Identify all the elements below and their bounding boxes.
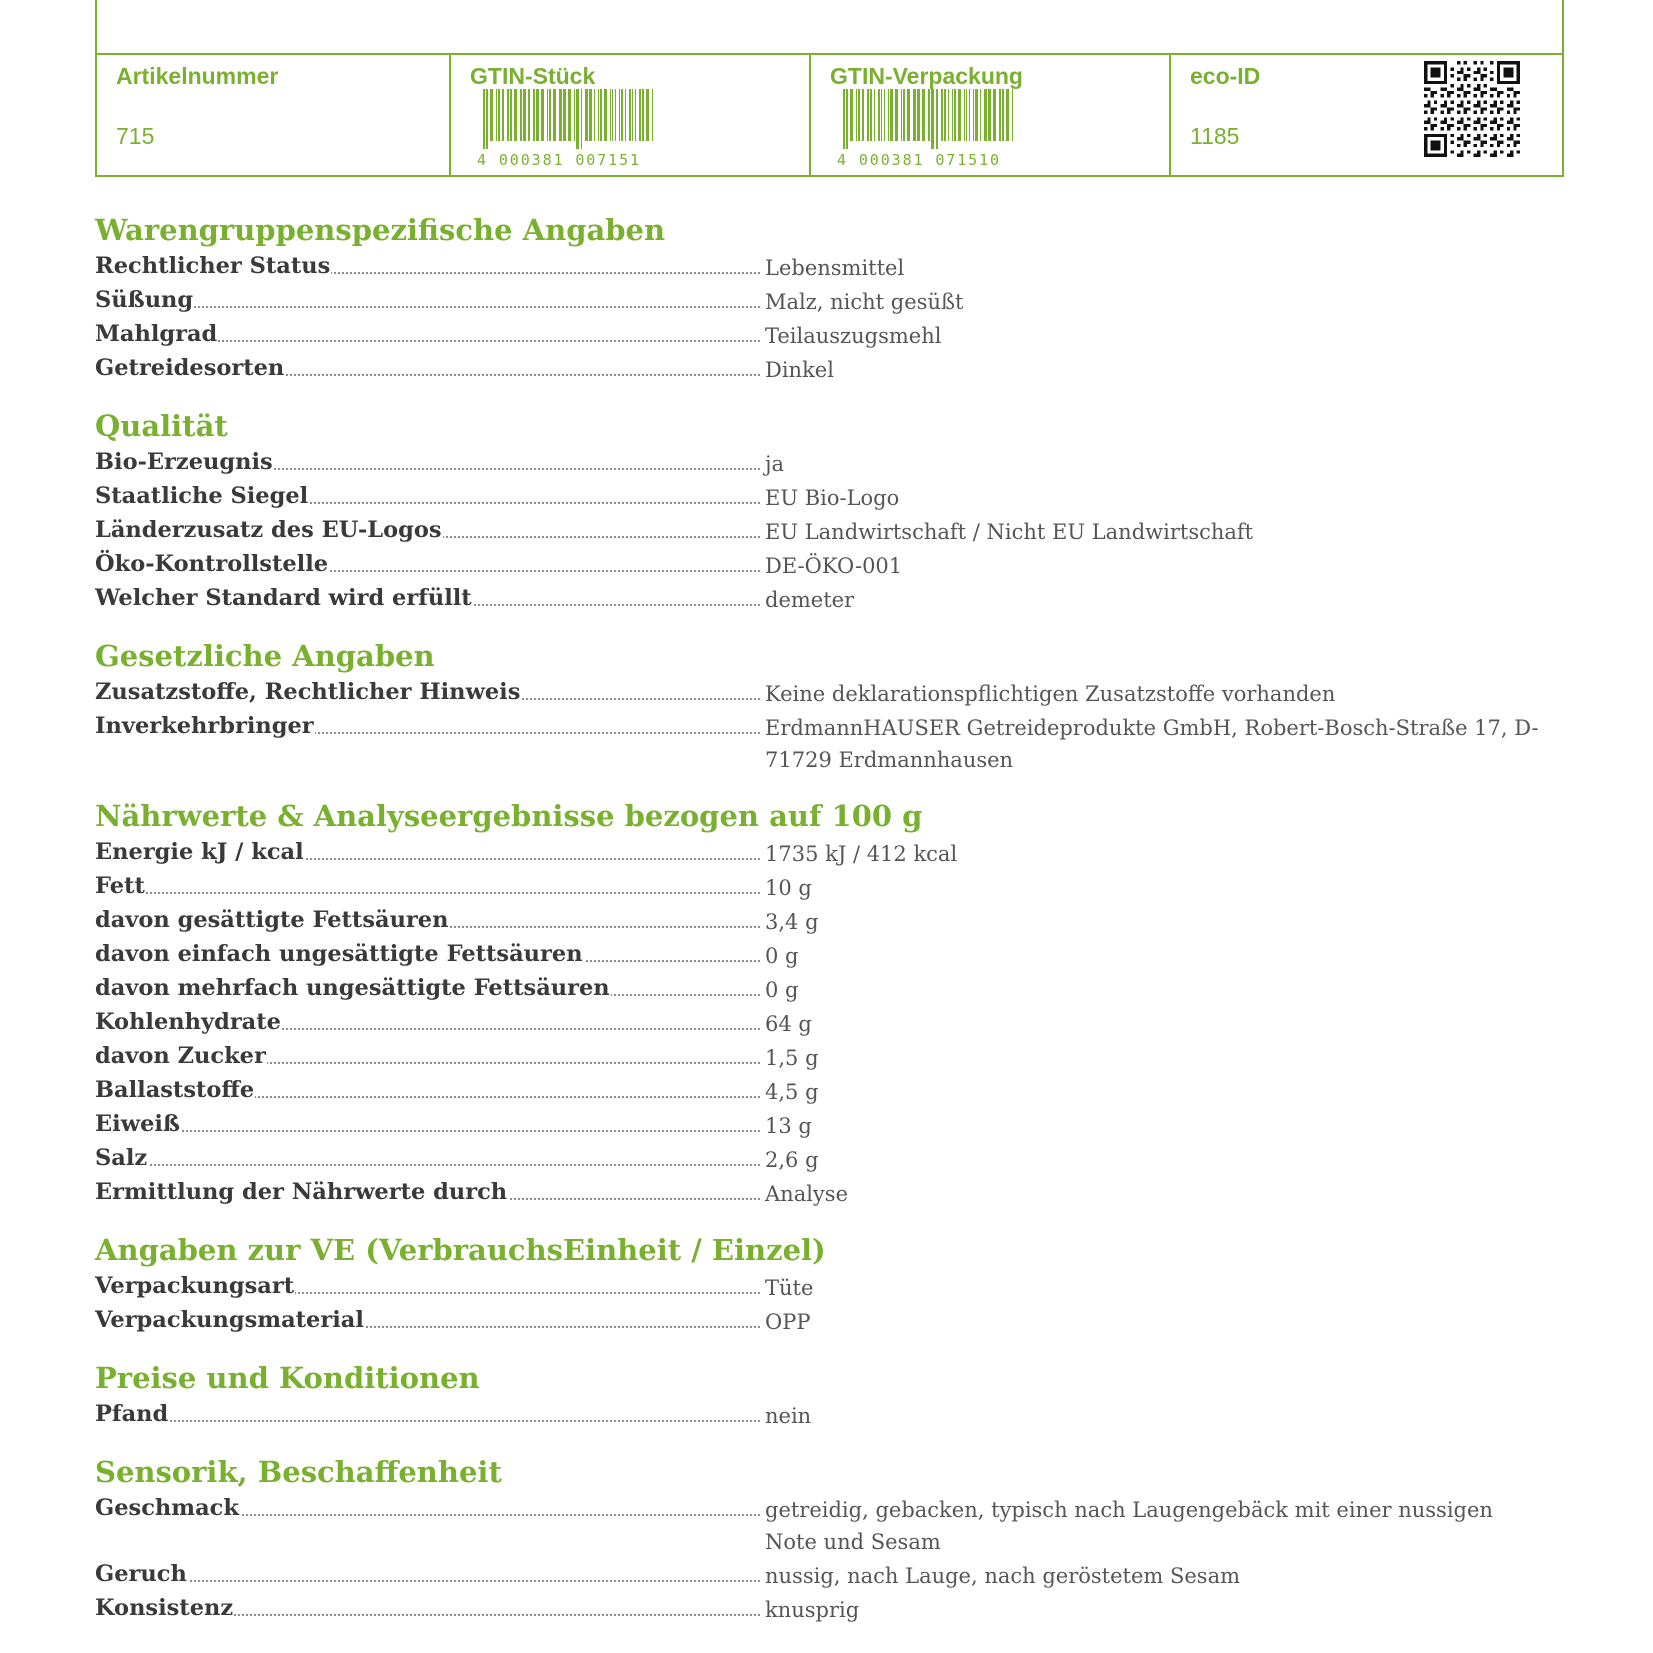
eco-id-cell [1169, 55, 1564, 175]
spec-row [95, 938, 1565, 972]
dot-leader [95, 892, 760, 894]
eco-id-value: 1185 [1190, 123, 1240, 149]
spec-label-leader [95, 1040, 765, 1072]
spec-value: 2,6 g [765, 1148, 819, 1172]
spec-row [95, 972, 1565, 1006]
spec-label-leader [95, 548, 765, 580]
spec-value: Teilauszugsmehl [765, 324, 942, 348]
spec-value: getreidig, gebacken, typisch nach Laugengebäck mit einer nussigen Note und Sesam [765, 1498, 1493, 1554]
spec-row [95, 1492, 1565, 1558]
spec-label: Süßung [95, 284, 194, 316]
spec-label: Staatliche Siegel [95, 480, 309, 512]
spec-row [95, 870, 1565, 904]
gtin-stueck-barcode [477, 89, 659, 149]
section-title: Gesetzliche Angaben [95, 639, 435, 673]
dot-leader [95, 1420, 760, 1422]
spec-row [95, 318, 1565, 352]
eco-id-label: eco-ID [1190, 63, 1261, 89]
section-title: Sensorik, Beschaffenheit [95, 1455, 502, 1489]
spec-label-leader [95, 514, 765, 546]
spec-label-leader [95, 284, 765, 316]
spec-label: Öko-Kontrollstelle [95, 548, 329, 580]
section-title: Nährwerte & Analyseergebnisse bezogen auf 100 g [95, 799, 923, 833]
spec-label-leader [95, 582, 765, 614]
spec-value: 1,5 g [765, 1046, 819, 1070]
spec-label: Bio-Erzeugnis [95, 446, 274, 478]
spec-label: Energie kJ / kcal [95, 836, 305, 868]
spec-row [95, 1176, 1565, 1210]
spec-label: davon Zucker [95, 1040, 267, 1072]
spec-value: 0 g [765, 944, 799, 968]
spec-value: nussig, nach Lauge, nach geröstetem Sesam [765, 1564, 1241, 1588]
artikelnummer-cell [97, 55, 449, 175]
qr-code-icon [1424, 61, 1520, 157]
spec-value: 3,4 g [765, 910, 819, 934]
spec-value: 64 g [765, 1012, 812, 1036]
spec-label: Inverkehrbringer [95, 710, 315, 742]
spec-section [95, 1452, 1565, 1626]
spec-value: Analyse [765, 1182, 848, 1206]
spec-section [95, 796, 1565, 1210]
gtin-verpackung-label: GTIN-Verpackung [830, 63, 1023, 89]
spec-value: demeter [765, 588, 855, 612]
spec-label: Länderzusatz des EU-Logos [95, 514, 443, 546]
spec-label-leader [95, 710, 765, 742]
spec-label-leader [95, 318, 765, 350]
spec-label: Fett [95, 870, 146, 902]
spec-label: davon einfach ungesättigte Fettsäuren [95, 938, 584, 970]
gtin-stueck-label: GTIN-Stück [470, 63, 596, 89]
spec-label: Zusatzstoffe, Rechtlicher Hinweis [95, 676, 521, 708]
spec-label-leader [95, 836, 765, 868]
spec-value: ja [765, 452, 785, 476]
spec-label: Konsistenz [95, 1592, 234, 1624]
spec-label: Salz [95, 1142, 148, 1174]
section-title: Preise und Konditionen [95, 1361, 480, 1395]
section-title: Qualität [95, 409, 228, 443]
spec-value: 13 g [765, 1114, 812, 1138]
spec-label: davon mehrfach ungesättigte Fettsäuren [95, 972, 611, 1004]
spec-label: Ballaststoffe [95, 1074, 255, 1106]
spec-row [95, 1558, 1565, 1592]
spec-value: OPP [765, 1310, 811, 1334]
spec-row [95, 284, 1565, 318]
spec-value: knusprig [765, 1598, 860, 1622]
spec-label-leader [95, 938, 765, 970]
spec-row [95, 676, 1565, 710]
spec-row [95, 480, 1565, 514]
spec-value: 10 g [765, 876, 812, 900]
spec-label-leader [95, 904, 765, 936]
spec-row [95, 1074, 1565, 1108]
spec-label: Pfand [95, 1398, 169, 1430]
spec-value: nein [765, 1404, 812, 1428]
spec-section [95, 210, 1565, 386]
spec-label: Geschmack [95, 1492, 240, 1524]
spec-label-leader [95, 676, 765, 708]
spec-row [95, 582, 1565, 616]
gtin-verpackung-barcode [837, 89, 1019, 149]
spec-label-leader [95, 1142, 765, 1174]
spec-value: Keine deklarationspflichtigen Zusatzstoffe vorhanden [765, 682, 1336, 706]
spec-label-leader [95, 250, 765, 282]
spec-row [95, 548, 1565, 582]
spec-value: DE-ÖKO-001 [765, 554, 903, 578]
spec-value: 0 g [765, 978, 799, 1002]
dot-leader [95, 1164, 760, 1166]
spec-label: Eiweiß [95, 1108, 181, 1140]
artikelnummer-label: Artikelnummer [116, 63, 279, 89]
spec-label-leader [95, 1006, 765, 1038]
spec-row [95, 1304, 1565, 1338]
spec-row [95, 446, 1565, 480]
spec-label-leader [95, 1074, 765, 1106]
spec-label: Kohlenhydrate [95, 1006, 282, 1038]
spec-row [95, 352, 1565, 386]
spec-row [95, 1108, 1565, 1142]
spec-row [95, 710, 1565, 776]
spec-row [95, 1040, 1565, 1074]
spec-label-leader [95, 1270, 765, 1302]
spec-label-leader [95, 1108, 765, 1140]
spec-row [95, 1270, 1565, 1304]
spec-row [95, 1398, 1565, 1432]
spec-label: Rechtlicher Status [95, 250, 331, 282]
spec-label-leader [95, 972, 765, 1004]
spec-row [95, 836, 1565, 870]
spec-label-leader [95, 446, 765, 478]
spec-row [95, 1592, 1565, 1626]
spec-label: Verpackungsmaterial [95, 1304, 365, 1336]
spec-label-leader [95, 1492, 765, 1524]
spec-label-leader [95, 1398, 765, 1430]
spec-value: Dinkel [765, 358, 834, 382]
spec-value: 4,5 g [765, 1080, 819, 1104]
dot-leader [95, 1130, 760, 1132]
spec-row [95, 904, 1565, 938]
spec-label: Verpackungsart [95, 1270, 295, 1302]
spec-label-leader [95, 1304, 765, 1336]
spec-sheet-content [95, 210, 1565, 1646]
spec-label-leader [95, 1592, 765, 1624]
spec-label-leader [95, 1558, 765, 1590]
spec-value: 1735 kJ / 412 kcal [765, 842, 958, 866]
spec-label: Geruch [95, 1558, 188, 1590]
spec-label: Getreidesorten [95, 352, 285, 384]
spec-value: Lebensmittel [765, 256, 905, 280]
gtin-verpackung-cell [809, 55, 1169, 175]
spec-label: Welcher Standard wird erfüllt [95, 582, 473, 614]
spec-section [95, 1230, 1565, 1338]
spec-value: Tüte [765, 1276, 814, 1300]
gtin-verpackung-digits: 4 000381 071510 [837, 151, 1001, 169]
spec-label: davon gesättigte Fettsäuren [95, 904, 449, 936]
spec-value: ErdmannHAUSER Getreideprodukte GmbH, Robert-Bosch-Straße 17, D-71729 Erdmannhausen [765, 716, 1539, 772]
artikelnummer-value: 715 [116, 123, 155, 149]
spec-section [95, 406, 1565, 616]
spec-label-leader [95, 352, 765, 384]
spec-label-leader [95, 1176, 765, 1208]
spec-section [95, 1358, 1565, 1432]
spec-value: EU Landwirtschaft / Nicht EU Landwirtschaft [765, 520, 1254, 544]
product-header-box [95, 0, 1564, 177]
section-title: Angaben zur VE (VerbrauchsEinheit / Einzel) [95, 1233, 826, 1267]
dot-leader [95, 306, 760, 308]
dot-leader [95, 1580, 760, 1582]
section-title: Warengruppenspezifische Angaben [95, 213, 666, 247]
spec-label-leader [95, 480, 765, 512]
spec-section [95, 636, 1565, 776]
gtin-stueck-cell [449, 55, 809, 175]
spec-value: EU Bio-Logo [765, 486, 900, 510]
spec-row [95, 250, 1565, 284]
spec-row [95, 1006, 1565, 1040]
gtin-stueck-digits: 4 000381 007151 [477, 151, 641, 169]
spec-value: Malz, nicht gesüßt [765, 290, 964, 314]
spec-label-leader [95, 870, 765, 902]
spec-row [95, 514, 1565, 548]
spec-label: Mahlgrad [95, 318, 218, 350]
spec-label: Ermittlung der Nährwerte durch [95, 1176, 508, 1208]
spec-row [95, 1142, 1565, 1176]
